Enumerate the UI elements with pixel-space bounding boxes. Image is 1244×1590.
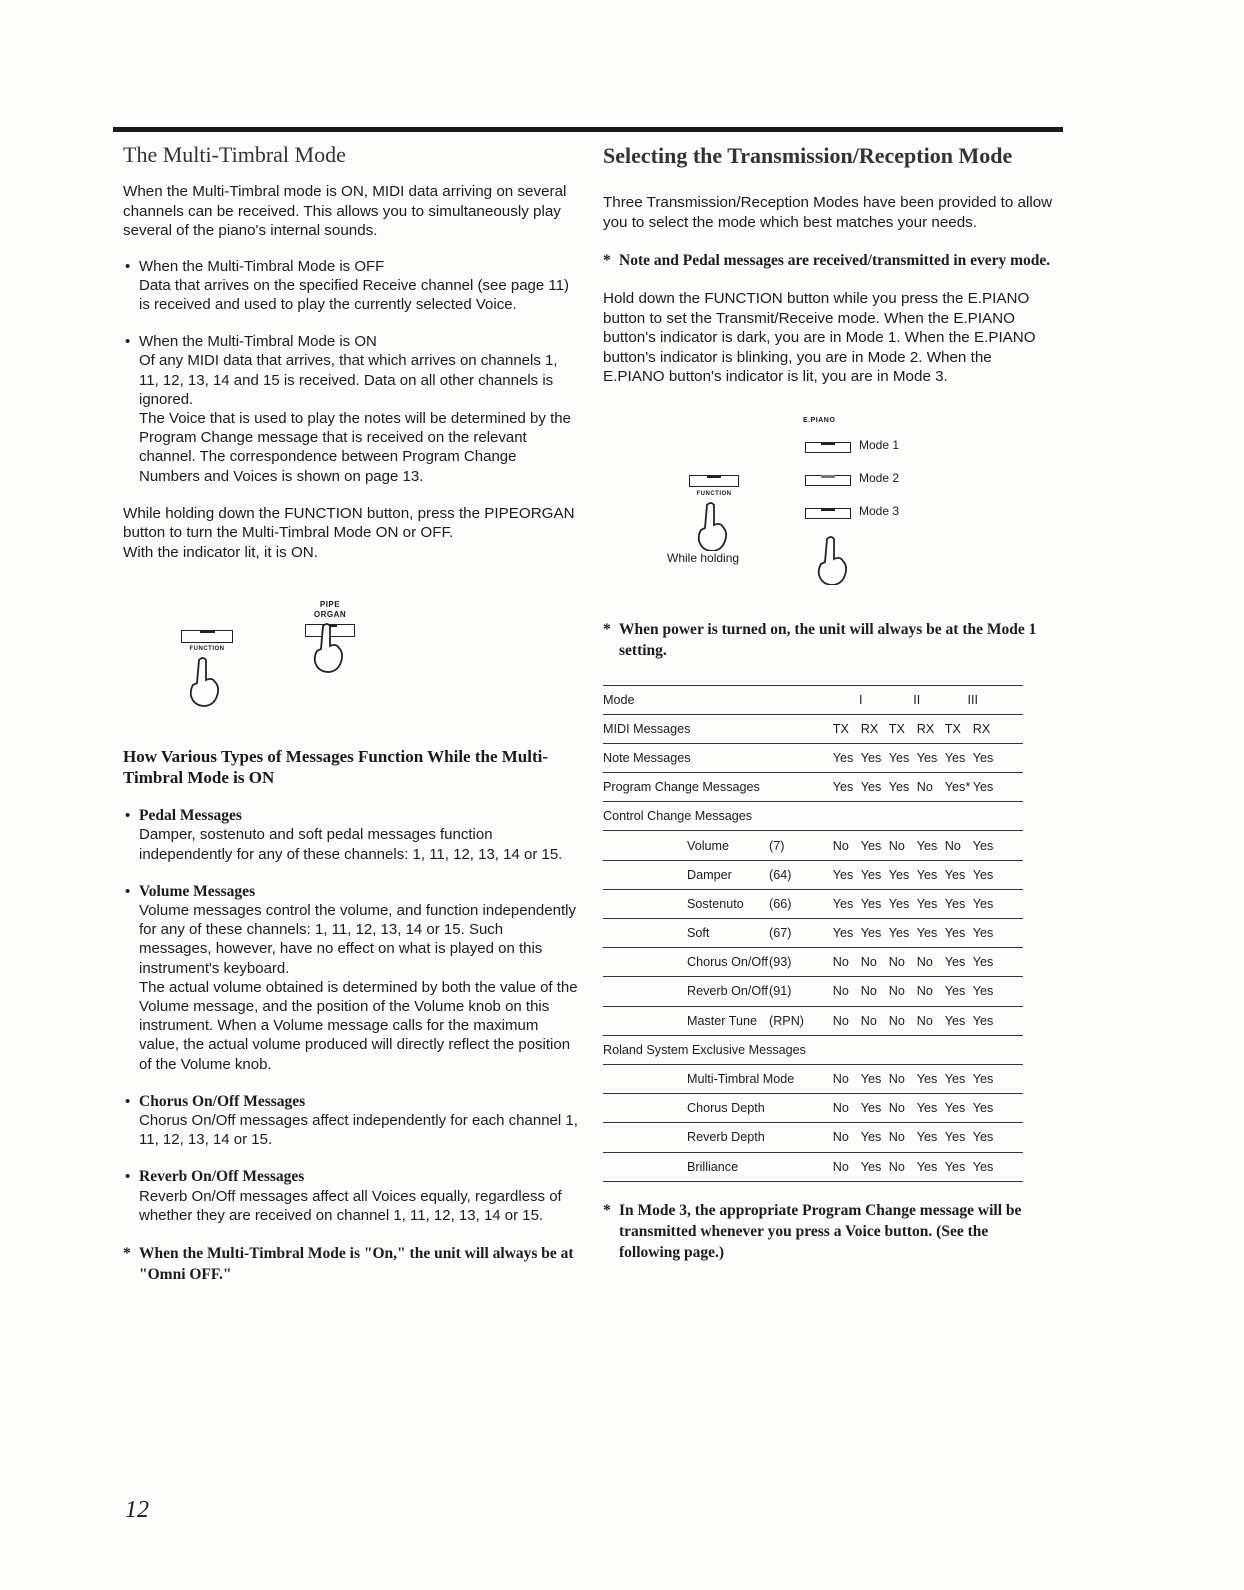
section-title-multitimbral: The Multi-Timbral Mode <box>123 142 346 167</box>
cell-value: No <box>888 838 905 853</box>
table-row <box>603 773 1023 802</box>
row-values <box>833 1006 1023 1035</box>
cell-value: Yes <box>888 867 910 882</box>
row-values <box>833 743 1023 772</box>
instruction-paragraph <box>123 504 578 563</box>
cell-value: No <box>832 984 849 999</box>
cell-value: No <box>916 780 933 795</box>
row-label <box>603 977 833 1006</box>
cell-value: No <box>832 1013 849 1028</box>
table-row <box>603 919 1023 948</box>
function-button-icon <box>181 630 233 643</box>
mode-bullets <box>123 257 578 486</box>
row-values <box>833 919 1023 948</box>
row-label-text: Master Tune <box>687 1013 757 1028</box>
cell-value: Yes <box>916 926 938 941</box>
row-values <box>833 1123 1023 1152</box>
bullet-icon: • <box>125 807 131 825</box>
cell-value: Yes <box>944 926 966 941</box>
row-label-text: Chorus Depth <box>687 1101 765 1116</box>
instruction-paragraph: Hold down the FUNCTION button while you press the E.PIANO button to set the Transmit/Receive mode. When the E.PIANO button's indicator is dark, you are in Mode 1. When the E.PIANO button's indicator is blinking, you are in Mode 2. When the E.PIANO button's indicator is lit, you are in Mode 3. <box>603 290 1036 385</box>
row-label <box>603 802 833 831</box>
bullet-title: When the Multi-Timbral Mode is OFF <box>139 257 385 275</box>
row-label <box>603 1123 833 1152</box>
note-text: When the Multi-Timbral Mode is "On," the unit will always be at "Omni OFF." <box>139 1245 574 1284</box>
cell-value: No <box>888 1072 905 1087</box>
bullet-text: Data that arrives on the specified Receive channel (see page 11) is received and used to play the currently selected Voice. <box>139 276 569 313</box>
cell-value: Yes <box>916 1159 938 1174</box>
cell-value: Yes <box>860 1130 882 1145</box>
table-row <box>603 714 1023 743</box>
cell-value: Yes <box>832 926 854 941</box>
cell-value: Yes <box>888 896 910 911</box>
cell-value: Yes <box>860 896 882 911</box>
section-title-mode: Selecting the Transmission/Reception Mode <box>603 143 1013 168</box>
row-code: (7) <box>769 838 785 853</box>
intro-paragraph: Three Transmission/Reception Modes have been provided to allow you to select the mode which best matches your needs. <box>603 194 1053 231</box>
bullet-icon: • <box>125 1092 131 1110</box>
row-code: (67) <box>769 926 792 941</box>
pressing-hand-icon <box>307 620 351 676</box>
bullet-text: Of any MIDI data that arrives, that which arrives on channels 1, 11, 12, 13, 14 and 15 is received. Data on all other channels is ignored. <box>139 352 558 408</box>
row-label <box>603 889 833 918</box>
cell-value: Yes <box>860 1101 882 1116</box>
row-label-text: Reverb On/Off <box>687 984 768 999</box>
mode-2-label: Mode 2 <box>859 470 900 485</box>
cell-value: Yes <box>944 867 966 882</box>
row-label-text: Volume <box>687 838 730 853</box>
top-rule <box>113 127 1063 132</box>
pointing-hand-icon <box>693 501 733 551</box>
row-label-text: Brilliance <box>687 1159 739 1174</box>
cell-value: Yes <box>944 984 966 999</box>
cell-value: No <box>916 955 933 970</box>
table-row <box>603 948 1023 977</box>
table-row <box>603 1152 1023 1181</box>
cell-value: No <box>888 1013 905 1028</box>
function-label: FUNCTION <box>696 490 732 497</box>
note-text: In Mode 3, the appropriate Program Change message will be transmitted whenever you press a Voice button. (See the following page.) <box>619 1201 1022 1261</box>
right-column <box>603 138 1053 1281</box>
row-label-text: Control Change Messages <box>603 809 753 824</box>
mode1-button-icon <box>805 442 851 453</box>
pipe-label: PIPE <box>319 600 341 610</box>
row-label <box>603 1152 833 1181</box>
function-button-icon <box>689 475 739 487</box>
cell-value: Yes <box>972 1159 994 1174</box>
row-values <box>833 1152 1023 1181</box>
instruction-text-2: With the indicator lit, it is ON. <box>123 543 318 561</box>
list-item <box>123 806 578 864</box>
cell-value: Yes <box>944 1101 966 1116</box>
list-item <box>123 882 578 1074</box>
bullet-text: Reverb On/Off messages affect all Voices equally, regardless of whether they are received on channel 1, 11, 12, 13, 14 or 15. <box>139 1187 562 1224</box>
asterisk-icon: * <box>603 620 611 638</box>
cell-value: Yes <box>972 1072 994 1087</box>
cell-value: No <box>916 984 933 999</box>
col-mode-1: I <box>859 692 863 707</box>
cell-value: Yes <box>860 1072 882 1087</box>
cell-value: Yes <box>860 867 882 882</box>
row-values <box>833 714 1023 743</box>
row-values <box>833 860 1023 889</box>
bullet-icon: • <box>125 882 131 900</box>
list-item <box>123 257 578 315</box>
list-item <box>123 332 578 486</box>
message-bullets <box>123 806 578 1225</box>
cell-value: Yes <box>972 780 994 795</box>
cell-value: Yes <box>972 955 994 970</box>
bullet-text: Damper, sostenuto and soft pedal messages function independently for any of these channels: 1, 11, 12, 13, 14 or 15. <box>139 826 563 863</box>
cell-value: No <box>888 1101 905 1116</box>
table-header-row <box>603 685 1023 714</box>
note-text: Note and Pedal messages are received/transmitted in every mode. <box>619 252 1051 269</box>
mode-1-label: Mode 1 <box>859 437 900 452</box>
note-power-on <box>603 619 1053 661</box>
cell-value: No <box>860 955 877 970</box>
intro-paragraph: When the Multi-Timbral mode is ON, MIDI data arriving on several channels can be received. This allows you to simultaneously play several of the piano's internal sounds. <box>123 183 567 239</box>
cell-value: TX <box>944 721 961 736</box>
cell-value: RX <box>860 721 879 736</box>
cell-value: No <box>832 1130 849 1145</box>
cell-value: Yes <box>860 780 882 795</box>
while-holding-label: While holding <box>667 550 740 565</box>
row-values <box>833 773 1023 802</box>
col-mode-3: III <box>967 692 979 707</box>
cell-value: No <box>916 1013 933 1028</box>
note-pedal <box>603 250 1053 271</box>
cell-value: Yes <box>888 780 910 795</box>
function-label: FUNCTION <box>189 646 225 653</box>
row-label <box>603 1094 833 1123</box>
cell-value: No <box>832 1159 849 1174</box>
cell-value: RX <box>972 721 991 736</box>
cell-value: Yes <box>944 896 966 911</box>
epiano-label: E.PIANO <box>803 416 836 424</box>
cell-value: No <box>888 1130 905 1145</box>
cell-value: Yes <box>944 1072 966 1087</box>
row-label <box>603 860 833 889</box>
mode3-button-icon <box>805 508 851 519</box>
cell-value: Yes <box>888 750 910 765</box>
left-column <box>123 138 578 1303</box>
bullet-text-2: The Voice that is used to play the notes will be determined by the Program Change message that is received on the relevant channel. The correspondence between Program Change Numbers and Voices is shown on page 13. <box>139 409 571 485</box>
cell-value: Yes* <box>944 780 971 795</box>
col-mode-2: II <box>913 692 921 707</box>
row-label <box>603 1035 833 1064</box>
organ-label: ORGAN <box>313 610 347 620</box>
epiano-diagram <box>603 417 1053 607</box>
pressing-hand-icon <box>813 535 853 585</box>
cell-value: TX <box>832 721 849 736</box>
cell-value: No <box>832 1101 849 1116</box>
cell-value: Yes <box>944 955 966 970</box>
cell-value: Yes <box>944 1159 966 1174</box>
row-label-text: MIDI Messages <box>603 721 691 736</box>
cell-value: Yes <box>916 838 938 853</box>
row-label <box>603 773 833 802</box>
cell-value: Yes <box>944 750 966 765</box>
asterisk-icon: * <box>123 1245 131 1263</box>
table-row <box>603 743 1023 772</box>
cell-value: No <box>888 984 905 999</box>
row-code: (66) <box>769 896 792 911</box>
cell-value: Yes <box>972 896 994 911</box>
bullet-text: Volume messages control the volume, and function independently for any of these channels: 1, 11, 12, 13, 14 or 15. Such messages, however, have no effect on what is played on this instrument's keyboard. <box>139 902 576 977</box>
page-number: 12 <box>125 1497 149 1523</box>
table-row <box>603 1006 1023 1035</box>
table-row <box>603 1094 1023 1123</box>
row-values <box>833 977 1023 1006</box>
cell-value: Yes <box>972 867 994 882</box>
bullet-title: Volume Messages <box>139 882 256 900</box>
row-values <box>833 889 1023 918</box>
cell-value: TX <box>888 721 905 736</box>
row-values <box>833 1035 1023 1064</box>
mode2-button-icon <box>805 475 851 486</box>
cell-value: Yes <box>832 780 854 795</box>
cell-value: Yes <box>972 1101 994 1116</box>
bullet-title: When the Multi-Timbral Mode is ON <box>139 333 377 351</box>
row-label-text: Note Messages <box>603 750 691 765</box>
cell-value: Yes <box>972 926 994 941</box>
omni-off-note <box>123 1243 578 1285</box>
table-row <box>603 802 1023 831</box>
note-mode3 <box>603 1200 1053 1263</box>
table-row <box>603 860 1023 889</box>
cell-value: Yes <box>916 750 938 765</box>
row-code: (91) <box>769 984 792 999</box>
row-code: (64) <box>769 867 792 882</box>
table-header-label: Mode <box>603 685 833 714</box>
row-values <box>833 802 1023 831</box>
cell-value: No <box>832 955 849 970</box>
row-values <box>833 1064 1023 1093</box>
table-row <box>603 1064 1023 1093</box>
row-label-text: Roland System Exclusive Messages <box>603 1042 806 1057</box>
row-label <box>603 831 833 860</box>
table-row <box>603 1123 1023 1152</box>
bullet-text: Chorus On/Off messages affect independently for each channel 1, 11, 12, 13, 14 or 15. <box>139 1112 578 1149</box>
bullet-title: Reverb On/Off Messages <box>139 1168 305 1186</box>
cell-value: Yes <box>972 984 994 999</box>
row-label-text: Damper <box>687 867 732 882</box>
row-label <box>603 1006 833 1035</box>
cell-value: Yes <box>860 1159 882 1174</box>
row-label <box>603 948 833 977</box>
cell-value: No <box>888 1159 905 1174</box>
row-values <box>833 1094 1023 1123</box>
note-text: When power is turned on, the unit will always be at the Mode 1 setting. <box>619 620 1037 659</box>
pipeorgan-diagram <box>123 580 578 740</box>
list-item <box>123 1092 578 1150</box>
pointing-hand-icon <box>185 656 225 708</box>
mode-3-label: Mode 3 <box>859 503 900 518</box>
list-item <box>123 1167 578 1225</box>
cell-value: Yes <box>944 1130 966 1145</box>
cell-value: Yes <box>916 867 938 882</box>
cell-value: Yes <box>860 838 882 853</box>
cell-value: Yes <box>972 838 994 853</box>
cell-value: Yes <box>916 1072 938 1087</box>
row-code: (RPN) <box>769 1013 804 1028</box>
cell-value: Yes <box>888 926 910 941</box>
cell-value: Yes <box>916 1130 938 1145</box>
table-row <box>603 889 1023 918</box>
row-label <box>603 714 833 743</box>
cell-value: No <box>888 955 905 970</box>
row-label-text: Soft <box>687 926 710 941</box>
cell-value: No <box>832 1072 849 1087</box>
row-label-text: Program Change Messages <box>603 780 760 795</box>
subsection-title: How Various Types of Messages Function While the Multi-Timbral Mode is ON <box>123 747 549 788</box>
bullet-title: Pedal Messages <box>139 807 242 825</box>
row-code: (93) <box>769 955 792 970</box>
bullet-icon: • <box>125 257 131 275</box>
table-row <box>603 831 1023 860</box>
row-label-text: Reverb Depth <box>687 1130 765 1145</box>
mode-table <box>603 685 1023 1182</box>
cell-value: Yes <box>832 750 854 765</box>
bullet-icon: • <box>125 1168 131 1186</box>
bullet-icon: • <box>125 333 131 351</box>
row-label <box>603 1064 833 1093</box>
row-label-text: Multi-Timbral Mode <box>687 1072 795 1087</box>
row-values <box>833 948 1023 977</box>
asterisk-icon: * <box>603 252 611 269</box>
table-row <box>603 1035 1023 1064</box>
row-label <box>603 919 833 948</box>
cell-value: Yes <box>832 896 854 911</box>
table-header-cols <box>833 685 1023 714</box>
cell-value: Yes <box>944 1013 966 1028</box>
bullet-text-2: The actual volume obtained is determined by both the value of the Volume message, and the position of the Volume knob on this instrument. When a Volume message calls for the maximum value, the actual volume produced will directly reflect the position of the Volume knob. <box>139 978 578 1073</box>
instruction-text: While holding down the FUNCTION button, press the PIPEORGAN button to turn the Multi-Timbral Mode ON or OFF. <box>123 504 575 542</box>
asterisk-icon: * <box>603 1201 611 1219</box>
cell-value: No <box>944 838 961 853</box>
cell-value: Yes <box>860 926 882 941</box>
cell-value: Yes <box>832 867 854 882</box>
row-label <box>603 743 833 772</box>
cell-value: No <box>860 1013 877 1028</box>
cell-value: RX <box>916 721 935 736</box>
row-label-text: Chorus On/Off <box>687 955 768 970</box>
cell-value: No <box>860 984 877 999</box>
cell-value: Yes <box>916 896 938 911</box>
cell-value: Yes <box>972 750 994 765</box>
cell-value: Yes <box>916 1101 938 1116</box>
cell-value: Yes <box>860 750 882 765</box>
row-values <box>833 831 1023 860</box>
cell-value: Yes <box>972 1130 994 1145</box>
table-row <box>603 977 1023 1006</box>
row-label-text: Sostenuto <box>687 896 744 911</box>
cell-value: No <box>832 838 849 853</box>
cell-value: Yes <box>972 1013 994 1028</box>
bullet-title: Chorus On/Off Messages <box>139 1092 306 1110</box>
